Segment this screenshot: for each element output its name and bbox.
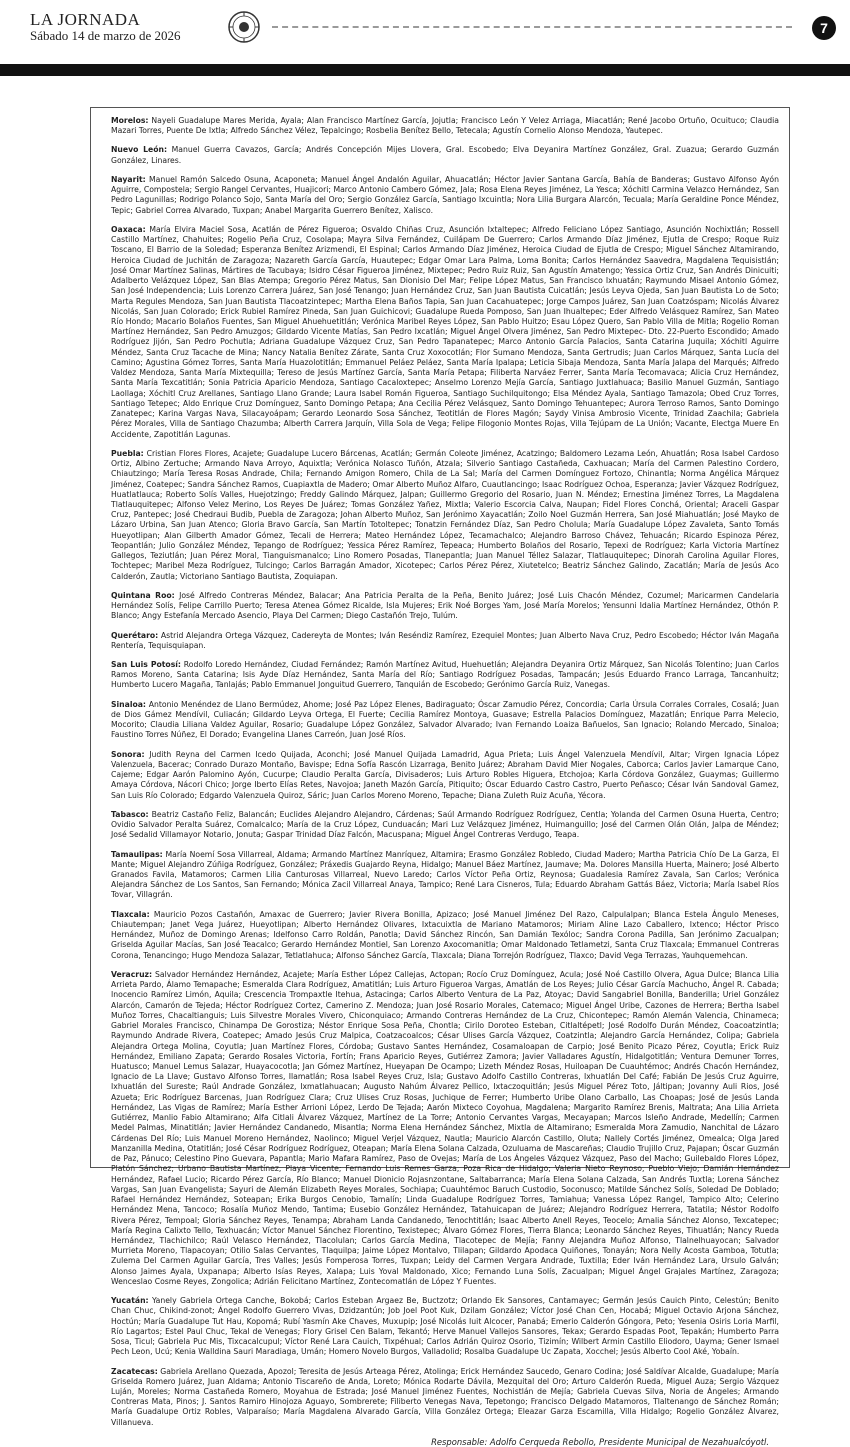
page-number-badge: 7 xyxy=(812,16,836,40)
state-officials-text: Cristian Flores Flores, Acajete; Guadalupe Lucero Bárcenas, Acatlán; Germán Coleote Jiménez, Acatzingo; Baldomero Lezama León, Ahuatlán; Rosa Isabel Cardoso Ortiz, Albino Zertuche; Armando Nava Arroyo, Aquixtla; Verónica Nolasco Tuñón, Atzala; Silverio Santiago Castañeda, Caxhuacan; María del Carmen Palestino Cordero, Chiautzingo; María Teresa Rosas Andrade, Chila; Fernando Amigon Romero, Chila de La Sal; María del Carmen Domínguez Fortozo, Chinantla; Norma Angélica Márquez Jiménez, Coatepec; Sandra Sánchez Ramos, Cuapiaxtla de Madero; Omar Alberto Muñoz Alfaro, Cuautlancingo; Isaac Rodríguez Ochoa, Esperanza; Javier Vázquez Rodríguez, Huatlatlauca; Roberto Solís Valles, Huejotzingo; Freddy Galindo Márquez, Jalpan; Guillermo Gregorio del Rosario, Juan N. Méndez; Ernestina Jiménez Torres, La Magdalena Tlatlauquitepec; Alfonso Velez Merino, Los Reyes De Juárez; Tomas González Yañez, Mixtla; Valerio Escorcia Calva, Naupan; Fidel Flores Conchá, Oriental; Araceli Gaspar Cruz, Pantepec; José Chedraui Budib, Puebla de Zaragoza; Johan Alberto Muñoz, San Jerónimo Xayacatlán; Zoilo Noel Guzmán Herrera, San José Miahuatlán; José Mayko de Lázaro Urbina, San Juan Atenco; Gloria Bravo García, San Martín Totoltepec; Tonatzin Fernández Díaz, San Pedro Cholula; María Guadalupe López Zavaleta, Santo Tomás Hueyotlipan; Alan Gilberth Amador Gómez, Tecali de Herrera; Mateo Hernández López, Tecamachalco; Alejandro Barroso Chávez, Tehuacán; Ricardo Espinoza Pérez, Teopantlán; Julio González Méndez, Tepango de Rodríguez; Yessica Pérez Ramírez, Tepeaca; Humberto Bolaños del Rosario, Tepexi de Rodríguez; Karla Victoria Martínez Gallegos, Teziutlán; Juan Pérez Moral, Tianguismanalco; Lino Romero Posadas, Tlanepantla; Juan Manuel Téllez Salazar, Tlatlauquitepec; Dinorah Carolina Aguilar Flores, Tochtepec; Maribel Meza Rodríguez, Tulcingo; Carlos Barragán Amador, Xicotepec; Carlos Pérez Pérez, Xiutetelco; Beatriz Sánchez Galindo, Zacatlán; María de Jesús Aco Calderón, Zautla; Victoriano Santiago Bautista, Zoquiapan. xyxy=(111,448,780,581)
state-officials-text: Nayeli Guadalupe Mares Merida, Ayala; Alan Francisco Martínez García, Jojutla; Francisco León Y Velez Arriaga, Miacatlán; René Jacobo Ortuño, Ocuituco; Claudia Mazari Torres, Puente De Ixtla; Alfredo Sánchez Vélez, Tepalcingo; Rosbelia Benítez Bello, Tetecala; Agustín Cornelio Alonso Mendoza, Yautepec. xyxy=(111,116,779,136)
state-block xyxy=(111,116,779,136)
state-block xyxy=(111,750,779,801)
state-block xyxy=(111,631,779,651)
state-officials-text: Mauricio Pozos Castañón, Amaxac de Guerrero; Javier Rivera Bonilla, Apizaco; José Manuel Jiménez Del Razo, Calpulalpan; Blanca Estela Ángulo Meneses, Chiautempan; Janet Vega Juárez, Hueyotlipan; Alberto Hernández Olivares, Ixtacuixtla de Mariano Matamoros; Miriam Aline Lazo Caballero, Ixtenco; Héctor Prisco Hernández, Muñoz de Domingo Arenas; Idelfonso Carro Roldán, Panotla; David Sánchez Rincón, San Damián Texóloc; Sandra Corona Padilla, San Jerónimo Zacualpan; Griselda Aguilar Macías, San José Teacalco; Gerardo Hernández Montiel, San Lorenzo Axocomanitla; Omar Maldonado Tetlametzi, Santa Cruz Tlaxcala; Emmanuel Contreras Corona, Tenancingo; Hugo Mendoza Salazar, Tetlatlahuca; Alfonso Sánchez García, Tlaxcala; Diana Torrejón Rodríguez, Tlaxco; David Vega Terrazas, Yauhquemehcan. xyxy=(111,909,779,960)
state-officials-text: Salvador Hernández Hernández, Acajete; María Esther López Callejas, Actopan; Rocío Cruz Domínguez, Acula; José Noé Castillo Olvera, Agua Dulce; Blanca Lilia Arrieta Pardo, Álamo Temapache; Esmeralda Clara Rodríguez, Amatitlán; Luis Arturo Figueroa Vargas, Amatlán de Los Reyes; Julio César García Machucho, Ángel R. Cabada; Inocencio Ramírez Limón, Aquila; Crescencia Trompaxtle Itehua, Astacinga; Carlos Alberto Ventura de La Paz, Atoyac; David Sangabriel Bonilla, Banderilla; Uriel González Alarcón, Camarón de Tejeda; Héctor Rodríguez Cortez, Camerino Z. Mendoza; Juan José Rosario Morales, Catemaco; Miguel Ángel Uribe, Cazones de Herrera; Bertha Isabel Muñoz Torres, Chacaltianguis; Luis Silvestre Morales Vivero, Chiconquiaco; Armando Contreras Hernández de La Cruz, Chicontepec; Ramón Alemán Valencia, Chinameca; Gabriel Morales Francisco, Chinampa De Gorostiza; Néstor Enrique Sosa Peña, Chontla; Cirilo Doroteo Esteban, Citlaltépetl; José Rodolfo Durán Méndez, Coacoatzintla; Raymundo Andrade Rivera, Coatepec; Amado Jesús Cruz Malpica, Coatzacoalcos; César Ulises García Vázquez, Coatzintla; Alejandro García Hernández, Colipa; Gabriela Alejandra Ortega Molina, Coyutla; Juan Martínez Flores, Córdoba; Gustavo Santes Hernández, Cosamaloapan de Carpio; José Benito Picazo Pérez, Coyutla; Erick Ruiz Hernández, Emiliano Zapata; Gerardo Rosales Victoria, Fortín; Frans Aparicio Reyes, Gutiérrez Zamora; Javier Valladares Agustín, Hidalgotitlán; Ventura Demuner Torres, Huatusco; Manuel Lemus Salazar, Huayacocotla; Jan Gómez Martínez, Hueyapan De Ocampo; Lizeth Méndez Rosas, Huiloapan De Cuauhtémoc; Andrés Chacón Hernández, Ignacio de La Llave; Gustavo Alfonso Torres, Ilamatlán; Rosa Isabel Reyes Cruz, Isla; Gustavo Adolfo Castillo Contreras, Ixhuatlán Del Café; Fabián De Jesús Cruz Aguirre, Ixhuatlán del Sureste; Raúl Andrade González, Ixmatlahuacan; Augusto Nahúm Álvarez Pellico, Ixtaczoquitlán; Jesús Miguel Pérez Toto, Jáltipan; Jovanny Auli Rios, José Azueta; Eric Rodríguez Barcenas, Juan Rodríguez Clara; Cruz Ulises Cruz Rosas, Juchique de Ferrer; Humberto Uribe Olano Carballo, Las Choapas; José de Jesús Landa Hernández, Las Vigas de Ramírez; María Esther Arrioni López, Lerdo De Tejada; Aarón Mixteco Coyohua, Magdalena; Margarito Ramírez Brenis, Maltrata; Ana Lilia Arrieta Gutiérrez, Manlio Fabio Altamirano; Alfa Citlali Álvarez Vázquez, Martínez de La Torre; Antonio Cervantes Vargas, Mecayapan; Marcos Isleño Andrade, Medellín; Carmen Medel Palmas, Minatitlán; Javier Hernández Candanedo, Misantla; Norma Elena Hernández Sánchez, Mixtla de Altamirano; Esmeralda Mora Zamudio, Nanchital de Lázaro Cárdenas Del Río; Luis Manuel Moreno Hernández, Naolinco; Miguel Verjel Vázquez, Nautla; Mauricio Alarcón Castillo, Oluta; Nallely Cortés Jiménez, Omealca; Olga Jared Manzanilla Medina, Otatitlán; José César Rodríguez Rodríguez, Oteapan; María Elena Solana Calzada, Ozuluama de Mascareñas; Claudio Trujillo Cruz, Pajapan; Óscar Guzmán de Paz, Pánuco; Celestino Pino Guevara, Papantla; Mario Mafara Ramírez, Paso de Ovejas; María de Los Ángeles Vázquez Vázquez, Paso del Macho; Guilebaldo Flores López, Platón Sánchez; Urbano Bautista Martínez, Playa Vicente; Fernando Luis Remes Garza, Poza Rica de Hidalgo; Valeria Nieto Reynoso, Pueblo Viejo; Damián Hernández Hernández, Rafael Lucio; Ricardo Pérez García, Río Blanco; Manuel Dionicio Rojasnzontane, Saltabarranca; María Elena Solana Calzada, San Andrés Tuxtla; Lorena Sánchez Vargas, San Juan Evangelista; Sayuri de Alemán Elizabeth Reyes Morales, Sochiapa; Cuauhtémoc Baruch Custodio, Soconusco; Matilde Sánchez Solís, Soledad De Doblado; Rafael Hernández Hernández, Soteapan; Erika Burgos Cenobio, Tamalín; Linda Guadalupe Rodríguez Torres, Tamiahua; Vanessa López Rangel, Tampico Alto; Celerino Hernández Mena, Tancoco; Rosalía Muñoz Mendo, Tantima; Eusebio González Hernández, Tatahuicapan de Juárez; Alejandro Rodríguez Herrera, Tatatila; Néstor Rodolfo Rivera Pérez, Tempoal; Gloria Sánchez Reyes, Tenampa; Abraham Landa Candanedo, Tenochtitlán; Isaac Alberto Anell Reyes, Teocelo; Amalia Sánchez Alonso, Texcatepec; María Regina Calixto Tello, Texhuacán; Víctor Manuel Sánchez Florentino, Texistepec; Álvaro Gómez Flores, Tierra Blanca; Leonardo Sánchez Reyes, Tihuatlán; Nancy Rueda Hernández, Tlachichilco; Raúl Velasco Hernández, Tlacolulan; Carlos García Medina, Tlacotepec de Mejía; Fanny Alejandra Muñoz Alfonso, Tlalnelhuayocan; Salvador Murrieta Moreno, Tlapacoyan; Otilio Salas Cervantes, Tlaquilpa; Jaime López Montalvo, Tlilapan; Gildardo Apodaca Quiñones, Tonayán; Nora Nelly Acosta Gamboa, Totutla; Zulema Del Carmen Aguilar García, Tres Valles; Jesús Fomperosa Torres, Tuxpan; Leidy del Carmen Vergara Andrade, Tuxtilla; Eder Iván Hernández Lara, Ursulo Galván; Alonso Jaimes Ayala, Uxpanapa; Alberto Isías Reyes, Xalapa; Luis Yoval Maldonado, Xico; Fernando Luna Solís, Zacualpan; Miguel Ángel Grajales Martínez, Zaragoza; Wenceslao Cosme Reyes, Zongolica; Adrián Felicitano Martínez, Zontecomatlán de López Y Fuentes. xyxy=(111,969,779,1286)
state-name: Puebla: xyxy=(111,448,144,458)
page-header xyxy=(0,0,850,70)
state-block xyxy=(111,700,779,741)
state-officials-text: Judith Reyna del Carmen Icedo Quijada, Aconchi; José Manuel Quijada Lamadrid, Agua Prieta; Luis Ángel Valenzuela Mendívil, Altar; Virgen Ignacia López Valenzuela, Bacerac; Conrado Durazo Montaño, Bavispe; Edna Sofía Rascón Lizarraga, Benito Juárez; Abraham David Mier Nogales, Caborca; Carlos Javier Lamarque Cano, Cajeme; Edgar Aarón Palomino Ayón, Cucurpe; Claudio Peralta García, Divisaderos; Luis Arturo Robles Higuera, Etchojoa; Karla Córdova González, Guaymas; Guillermo Amaya Córdova, Nácori Chico; Jorge Iberto Elías Retes, Navojoa; Janeth Mazón García, Pitiquito; Óscar Eduardo Castro Castro, Puerto Peñasco; César Iván Sandoval Gamez, San Luis Río Colorado; Edgardo Valenzuela Quiroz, Sáric; Juan Carlos Moreno Moreno, Tepache; Diana Zuleth Ruiz Acuña, Yécora. xyxy=(111,749,779,800)
state-officials-text: Yanely Gabriela Ortega Canche, Bokobá; Carlos Esteban Argaez Be, Buctzotz; Orlando Ek Sansores, Cantamayec; Germán Jesús Cauich Pinto, Celestún; Benito Chan Chuc, Chikind-zonot; Ángel Rodolfo Guerrero Vivas, Dzidzantún; Job Joel Poot Kuk, Dzilam González; Víctor José Chan Cen, Hocabá; Miguel Octavio Arjona Sánchez, Hoctún; María Guadalupe Tut Hau, Kopomá; Rubí Yasmín Ake Chaves, Muxupip; José Nicolás Iuit Alcocer, Panabá; Emerio Calderón Góngora, Peto; Yesenia Osiris Loria Marfil, Río Lagartos; Estel Paul Chuc, Tekal de Venegas; Flory Grisel Cen Balam, Tekantó; Herve Manuel Vallejos Sansores, Tekax; Gerardo Espadas Poot, Tepakán; Humberto Parra Sosa, Ticul; Gabriela Puc Mis, Tixcacalcupul; Víctor René Lara Cauich, Tixpéhual; Carlos Adrián Quiroz Osorio, Tizimín; Wilbert Armin Castillo Eliodoro, Uayma; Gener Ismael Pech Leon, Ucú; Kenia Walldina Sauri Maradiaga, Umán; Homero Novelo Burgos, Valladolid; Rosalba Guadalupe Uc Zapata, Xocchel; Jesús Alberto Cool Aké, Yobaín. xyxy=(111,1296,779,1357)
state-block xyxy=(111,449,779,582)
state-officials-text: Rodolfo Loredo Hernández, Ciudad Fernández; Ramón Martínez Avitud, Huehuetlán; Alejandra Deyanira Ortiz Márquez, San Nicolás Tolentino; Juan Carlos Ramos Moreno, Santa Catarina; Isis Ayde Díaz Hernández, Santa María del Río; Santiago Rodríguez Posadas, Tampacán; Jesús Eduardo Franco Larraga, Tancanhuitz; Humberto Lucero Magaña, Tanlajás; Pablo Emmanuel Jonguitud Guerrero, Tanquián de Escobedo; Gerónimo García Ruiz, Vanegas. xyxy=(111,660,779,690)
state-name: San Luis Potosí: xyxy=(111,660,181,670)
state-block xyxy=(111,970,779,1287)
state-block xyxy=(111,225,779,440)
state-officials-text: José Alfredo Contreras Méndez, Balacar; Ana Patricia Peralta de la Peña, Benito Juárez; José Luis Chacón Méndez, Cozumel; Maricarmen Candelaria Hernández Solís, Felipe Carrillo Puerto; Teresa Atenea Gómez Ricalde, Isla Mujeres; Erik Noé Borges Yam, José María Morelos; Yensunni Idalia Martínez Hernández, Othón P. Blanco; Angy Estefanía Mercado Asencio, Playa Del Carmen; Diego Castañón Trejo, Tulúm. xyxy=(111,590,779,621)
state-officials-text: María Noemí Sosa Villarreal, Aldama; Armando Martínez Manríquez, Altamira; Erasmo González Robledo, Ciudad Madero; Martha Patricia Chío De La Garza, El Mante; Miguel Alejandro Zúñiga Rodríguez, González; Práxedis Guajardo Reyna, Hidalgo; Manuel Báez Martínez, Jaumave; Ma. Dolores Mansilla Huerta, Mainero; José Alberto Granados Favila, Matamoros; Carmen Lilia Canturosas Villarreal, Nuevo Laredo; Carlos Víctor Peña Ortiz, Reynosa; Guadalesia Ramírez Zavala, San Carlos; Verónica Alejandra Sánchez de Los Santos, San Fernando; Mónica Zacil Villarreal Anaya, Tampico; René Lara Cisneros, Tula; Eduardo Abraham Gattás Báez, Victoria; María Isabel Ríos Tovar, Villagrán. xyxy=(111,849,779,900)
state-officials-text: Manuel Guerra Cavazos, García; Andrés Concepción Mijes Llovera, Gral. Escobedo; Elva Deyanira Martínez González, Gral. Zuazua; Gerardo Guzmán González, Linares. xyxy=(111,145,780,165)
state-name: Sonora: xyxy=(111,749,145,759)
masthead-name: LA JORNADA xyxy=(30,10,141,29)
state-name: Querétaro: xyxy=(111,630,159,640)
state-name: Yucatán: xyxy=(111,1296,149,1306)
state-name: Nayarit: xyxy=(111,174,146,184)
state-officials-text: María Elvira Maciel Sosa, Acatlán de Pérez Figueroa; Osvaldo Chiñas Cruz, Asunción Ixtaltepec; Alfredo Feliciano López Santiago, Asunción Nochixtlán; Rossell Castillo Martínez, Chahuites; Rogelio Peña Cruz, Cosolapa; Mayra Silva Fernández, Cuilápam De Guerrero; Carlos Armando Díaz Jiménez, Ejutla de Crespo; Roque Ruiz Toscano, El Barrio de la Soledad; Esperanza Benítez Arizmendi, El Espinal; Carlos Armando Díaz Jiménez, Heroica Ciudad de Ejutla de Crespo; Miguel Sánchez Altamirando, Heroica Ciudad de Juchitán de Zaragoza; Nazareth García García, Huautepec; Edgar Omar Lara Palma, Loma Bonita; Carlos Hernández Saavedra, Magdalena Tequisistlán; José Omar Martínez Salinas, Mártires de Tacubaya; Isidro César Figueroa Jiménez, Mixtepec; Pedro Ruiz Ruiz, San Agustín Amatengo; Yessica Ortiz Cruz, San Andrés Dinicuiti; Adalberto Velázquez López, San Blas Atempa; Gregorio Pérez Matus, San Dionisio Del Mar; Felipe López Matus, San Francisco Ixhuatán; Raymundo Misael Antonio Gómez, San José Independencia; Luis Lorenzo Carrera Juárez, San José Tenango; Juan Hernández Cruz, San Juan Bautista Cuicatlán; Jesús Leyva Ojeda, San Juan Bautista Lo de Soto; Marta Regules Mendoza, San Juan Bautista Tlacoatzintepec; Martha Elena Baños Tapia, San Juan Cacahuatepec; Jorge Campos Juárez, San Juan Coatzóspam; Nicolás Álvarez Nicolás, San Juan Colorado; Erick Rubiel Ramírez Pineda, San Juan Guichicovi; Guadalupe Rueda Pomposo, San Juan Ihualtepec; Eder Alfredo Velásquez Ramírez, San Mateo Río Hondo; Macario Bolaños Fuentes, San Miguel Ahuehuetitlán; Verónica Maribel Reyes López, San Pablo Huitzo; Esau López Quero, San Pablo Villa de Mitla; Rogelio Roman Martínez Hernández, San Pedro Amuzgos; Gildardo Vicente Matías, San Pedro Ixcatlán; Miguel Ángel Olvera Jiménez, San Pedro Mixtepec- Dto. 22-Puerto Escondido; Amado Rodríguez Jijón, San Pedro Pochutla; Adriana Guadalupe Vázquez Cruz, San Pedro Tapanatepec; Marco Antonio García Palacios, Santa Catarina Juquila; Xóchitl Aguirre Méndez, Santa Cruz Tacache de Mina; Nancy Natalia Benítez Zárate, Santa Cruz Xoxocotlán; Flor Sumano Mendoza, Santa Gertrudis; Juan Carlos Márquez, Santa Lucía del Camino; Agustina Gómez Torres, Santa María Huazolotitlán; Emmanuel Peláez Peláez, Santa María Ipalapa; Leticia Sibaja Mendoza, Santa María Jalapa del Marqués; Alfredo Valdez Mendoza, Santa María Mixtequilla; Tereso de Jesús Martínez García, Santa María Petapa; Filiberta Narváez Ferrer, Santa María Tecomavaca; Alicia Cruz Hernández, Santa María Texcatitlán; Sonia Patricia Aparicio Mendoza, Santiago Cacaloxtepec; Anselmo Lorenzo Mejía García, Santiago Juxtlahuaca; Basilio Manuel Guzmán, Santiago Laollaga; Xóchitl Cruz Arellanes, Santiago Llano Grande; Laura Isabel Román Figueroa, Santiago Suchilquitongo; Elsa Méndez Ayala, Santiago Tamazola; Obed Cruz Torres, Santiago Tetepec; Aldo Enrique Cruz Domínguez, Santo Domingo Petapa; Ana Cecilia Pérez Velásquez, Santo Domingo Tehuantepec; Aurora Terroso Ramos, Santo Domingo Zanatepec; Karina Vargas Nava, Silacayoápam; Gerardo Leonardo Sosa Sánchez, Teotitlán de Flores Magón; Saydy Vinisa Ambrosio Vicente, Trinidad Zaachila; Gabriela Pérez Morales, Villa de Santiago Chazumba; Alberth Carrera Jarquín, Villa Sola de Vega; Felipe Filogonio Montes Rojas, Villa Tejúpam de La Unión; Vacante, Electga Muere En Accidente, Zapotitlán Lagunas. xyxy=(111,224,779,439)
state-name: Tabasco: xyxy=(111,809,149,819)
state-name: Nuevo León: xyxy=(111,145,168,155)
municipal-notice-box xyxy=(90,107,790,1447)
state-officials-text: Gabriela Arellano Quezada, Apozol; Teresita de Jesús Arteaga Pérez, Atolinga; Erick Hernández Saucedo, Genaro Codina; José Saldívar Alcalde, Guadalupe; María Griselda Romero Juárez, Juan Aldama; Antonio Tiscareño de Anda, Loreto; Mónica Rodarte Dávila, Mezquital del Oro; Arturo Calderón Rueda, Miguel Auza; Sergio Vázquez Luján, Moreles; Norma Castañeda Romero, Moyahua de Estrada; José Manuel Jiménez Fuentes, Nochistlán de Mejía; Gabriela Cuevas Silva, Noria de Ángeles; Armando Contreras Mata, Pinos; J. Santos Ramiro Hinojoza Aguayo, Sombrerete; Filiberto Venegas Nava, Tepetongo; Francisco Delgado Matamoros, Tlaltenango de Sánchez Román; María Guadalupe Ortiz Robles, Valparaíso; María Magdalena Alvarado García, Villa González Ortega; Eleazar Garza Escamilla, Villa Hidalgo; Rogelio González Álvarez, Villanueva. xyxy=(111,1366,779,1427)
state-name: Veracruz: xyxy=(111,969,153,979)
header-dashed-rule xyxy=(272,26,792,28)
state-name: Oaxaca: xyxy=(111,224,146,234)
state-block xyxy=(111,850,779,901)
state-officials-text: Astrid Alejandra Ortega Vázquez, Cadereyta de Montes; Iván Reséndiz Ramírez, Ezequiel Montes; Juan Alberto Nava Cruz, Pedro Escobedo; Héctor Iván Magaña Rentería, Tequisquiapan. xyxy=(111,630,779,650)
header-black-bar xyxy=(0,64,850,76)
state-block xyxy=(111,660,779,691)
state-name: Sinaloa: xyxy=(111,699,147,709)
state-block xyxy=(111,910,779,961)
state-name: Morelos: xyxy=(111,116,149,125)
state-name: Tamaulipas: xyxy=(111,849,163,859)
state-officials-text: Beatriz Castaño Feliz, Balancán; Euclides Alejandro Alejandro, Cárdenas; Saúl Armando Rodríguez Rodríguez, Centla; Yolanda del Carmen Osuna Huerta, Centro; Ovidio Salvador Peralta Suárez, Comalcalco; María de la Cruz López, Cunduacán; Mari Luz Velázquez Jiménez, Huimanguillo; José del Carmen Olán Olán, Jalpa de Méndez; José Sedalid Villamayor Notario, Jonuta; Gaspar Trinidad Díaz Falcón, Macuspana; Miguel Ángel Contreras Verdugo, Teapa. xyxy=(111,809,779,840)
state-block xyxy=(111,145,779,165)
state-name: Quintana Roo: xyxy=(111,590,175,600)
state-block xyxy=(111,1296,779,1357)
state-block xyxy=(111,1367,779,1428)
state-name: Tlaxcala: xyxy=(111,909,150,919)
state-officials-text: Manuel Ramón Salcedo Osuna, Acaponeta; Manuel Ángel Andalón Aguilar, Ahuacatlán; Héctor Javier Santana García, Bahía de Banderas; Gustavo Alfonso Ayón Aguirre, Compostela; Sergio Rangel Cervantes, Huajicori; Marco Antonio Cambero Gómez, Jala; Rosa Elena Reyes Jiménez, La Yesca; Xóchitl Carmina Velazco Hernández, San Pedro Lagunillas; Rodrigo Polanco Sojo, Santa María del Oro; Sergio González García, Santiago Ixcuintla; Nora Lilia Burgara Alarcón, Tecuala; María Geraldine Ponce Méndez, Tepic; Gabriel Correa Alvarado, Tuxpan; Anabel Margarita Guerrero Benítez, Xalisco. xyxy=(111,174,779,215)
state-officials-text: Antonio Menéndez de Llano Bermúdez, Ahome; José Paz López Elenes, Badiraguato; Óscar Zamudio Pérez, Concordia; Carla Úrsula Corrales Corrales, Cosalá; Juan de Dios Gámez Mendívil, Culiacán; Gildardo Leyva Ortega, El Fuerte; Cecilia Ramírez Montoya, Guasave; Estrella Palacios Domínguez, Mazatlán; Enrique Parra Melecio, Mocorito; Claudia Liliana Valdez Aguilar, Rosario; Guadalupe López González, Salvador Alvarado; Ivan Fernando Loaiza Bañuelos, San Ignacio; Rolando Mercado, Sinaloa; Faustino Torres Núñez, El Dorado; Evangelina Llanes Carreón, Juan José Ríos. xyxy=(111,699,779,740)
state-block xyxy=(111,175,779,216)
state-block xyxy=(111,810,779,841)
newspaper-seal-icon xyxy=(227,10,261,44)
masthead-date: Sábado 14 de marzo de 2026 xyxy=(30,28,181,43)
state-name: Zacatecas: xyxy=(111,1366,158,1376)
state-block xyxy=(111,591,779,622)
responsible-signature: Responsable: Adolfo Cerqueda Rebollo, Presidente Municipal de Nezahualcóyotl. xyxy=(431,1436,769,1447)
